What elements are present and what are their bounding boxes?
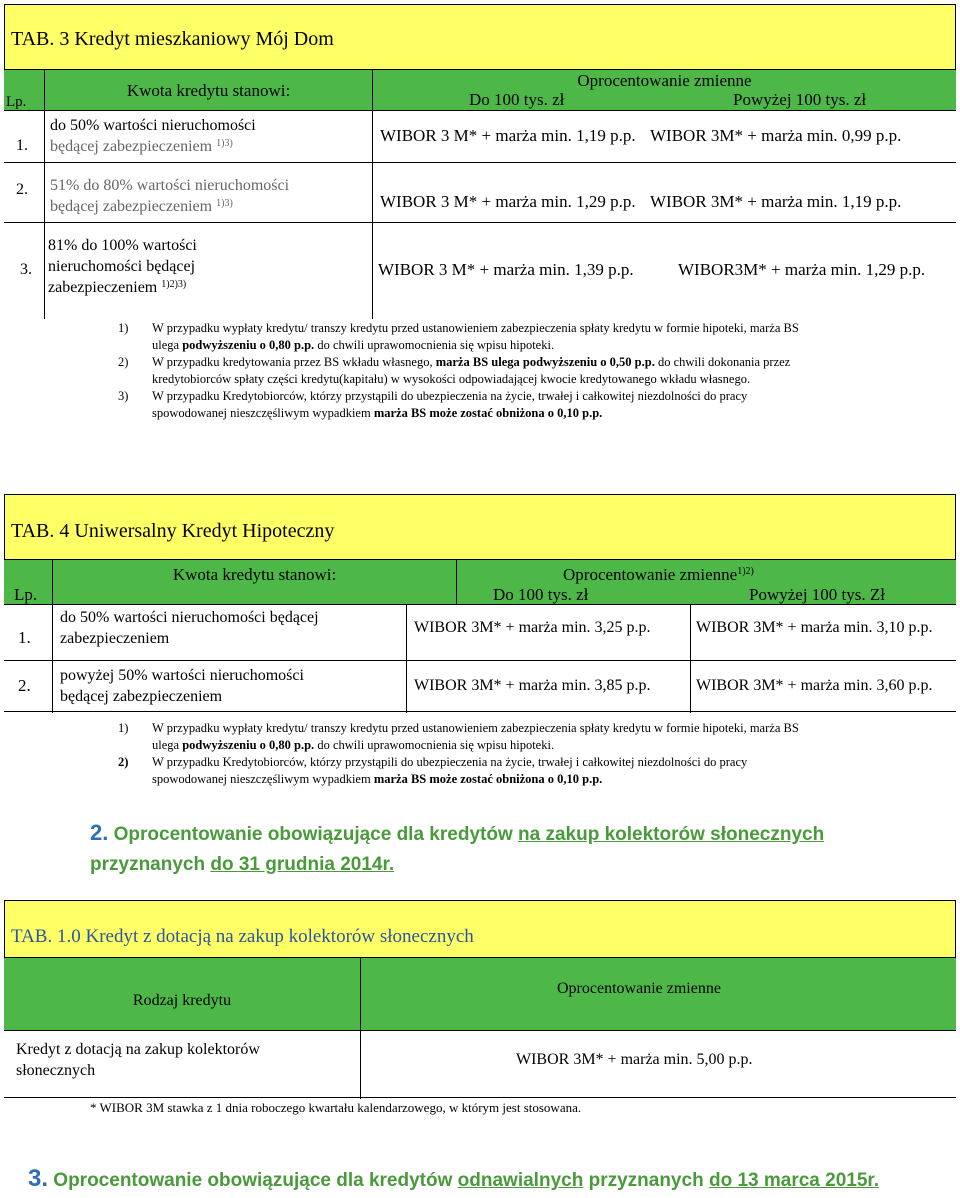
- tab10-header-type: Rodzaj kredytu: [4, 958, 360, 1030]
- tab3-header-amount: Kwota kredytu stanowi:: [44, 70, 372, 110]
- table-row: Kredyt z dotacją na zakup kolektorów słonecznych WIBOR 3M* + marża min. 5,00 p.p.: [4, 1030, 956, 1098]
- tab4-footnotes: 1) W przypadku wypłaty kredytu/ transzy kredytu przed ustanowieniem zabezpieczenia spłaty kredytu w formie hipoteki, marża BS ulega podwyższeniu o 0,80 p.p. do chwili uprawomocnienia się wpisu hipoteki. 2) W przypadku Kredytobiorców, którzy przystąpili do ubezpieczenia na życie, trwałej i całkowitej niezdolności do pracy spowodowanej nieszczęśliwym wypadkiem marża BS może zostać obniżona o 0,10 p.p.: [118, 721, 799, 786]
- tab4-title-bar: [4, 494, 956, 560]
- tab10-header-rate: Oprocentowanie zmienne: [360, 958, 956, 1030]
- table-row: 3. 81% do 100% wartości nieruchomości będącej zabezpieczeniem $^{1)2)3)}$ WIBOR 3 M* + marża min. 1,39 p.p. WIBOR3M* + marża min. 1,29 p.p.: [4, 222, 956, 318]
- table-row: 2. 51% do 80% wartości nieruchomości będącej zabezpieczeniem $^{1)3)}$ WIBOR 3 M* + marża min. 1,29 p.p. WIBOR 3M* + marża min. 1,19 p.p.: [4, 162, 956, 222]
- tab10-footnote: * WIBOR 3M stawka z 1 dnia roboczego kwartału kalendarzowego, w którym jest stosowana.: [90, 1100, 582, 1115]
- tab3-header-rate: Oprocentowanie zmienne Do 100 tys. zł Powyżej 100 tys. zł: [372, 70, 956, 110]
- tab3-header-lp: Lp.: [4, 70, 44, 110]
- tab4-header-lp: Lp.: [4, 560, 52, 604]
- tab3-footnotes: 1) W przypadku wypłaty kredytu/ transzy kredytu przed ustanowieniem zabezpieczenia spłaty kredytu w formie hipoteki, marża BS ulega podwyższeniu o 0,80 p.p. do chwili uprawomocnienia się wpisu hipoteki. 2) W przypadku kredytowania przez BS wkładu własnego, marża BS ulega podwyższeniu o 0,50 p.p. do chwili dokonania przez kredytobiorców spłaty części kredytu(kapitału) w wysokości odpowiadającej kwocie kredytowanego wkładu własnego. 3) W przypadku Kredytobiorców, którzy przystąpili do ubezpieczenia na życie, trwałej i całkowitej niezdolności do pracy spowodowanej nieszczęśliwym wypadkiem marża BS może zostać obniżona o 0,10 p.p.: [118, 321, 799, 420]
- tab3-table: [4, 70, 956, 318]
- tab3-title: TAB. 3 Kredyt mieszkaniowy Mój Dom: [11, 28, 334, 50]
- table-row: 1. do 50% wartości nieruchomości będącej zabezpieczeniem WIBOR 3M* + marża min. 3,25 p.p. WIBOR 3M* + marża min. 3,10 p.p.: [4, 604, 956, 660]
- tab3-title-bar: [4, 4, 956, 70]
- tab10-table: [4, 958, 956, 1098]
- tab10-title-bar: [4, 900, 956, 958]
- table-row: 1. do 50% wartości nieruchomości będącej zabezpieczeniem $^{1)3)}$ WIBOR 3 M* + marża min. 1,19 p.p. WIBOR 3M* + marża min. 0,99 p.p.: [4, 110, 956, 162]
- tab4-header-amount: Kwota kredytu stanowi:: [52, 560, 456, 604]
- tab4-title: TAB. 4 Uniwersalny Kredyt Hipoteczny: [11, 520, 335, 542]
- tab4-header-rate: Oprocentowanie zmienne$^{1)2)}$ Do 100 tys. zł Powyżej 100 tys. Zł: [456, 560, 956, 604]
- section-3-heading: 3. Oprocentowanie obowiązujące dla kredytów odnawialnych przyznanych do 13 marca 2015r.: [28, 1165, 880, 1192]
- tab10-title: TAB. 1.0 Kredyt z dotacją na zakup kolektorów słonecznych: [11, 926, 474, 947]
- tab4-table: [4, 560, 956, 712]
- section-2-heading: 2. Oprocentowanie obowiązujące dla kredytów na zakup kolektorów słonecznych przyznanych do 31 grudnia 2014r.: [90, 820, 825, 875]
- table-row: 2. powyżej 50% wartości nieruchomości będącej zabezpieczeniem WIBOR 3M* + marża min. 3,85 p.p. WIBOR 3M* + marża min. 3,60 p.p.: [4, 660, 956, 712]
